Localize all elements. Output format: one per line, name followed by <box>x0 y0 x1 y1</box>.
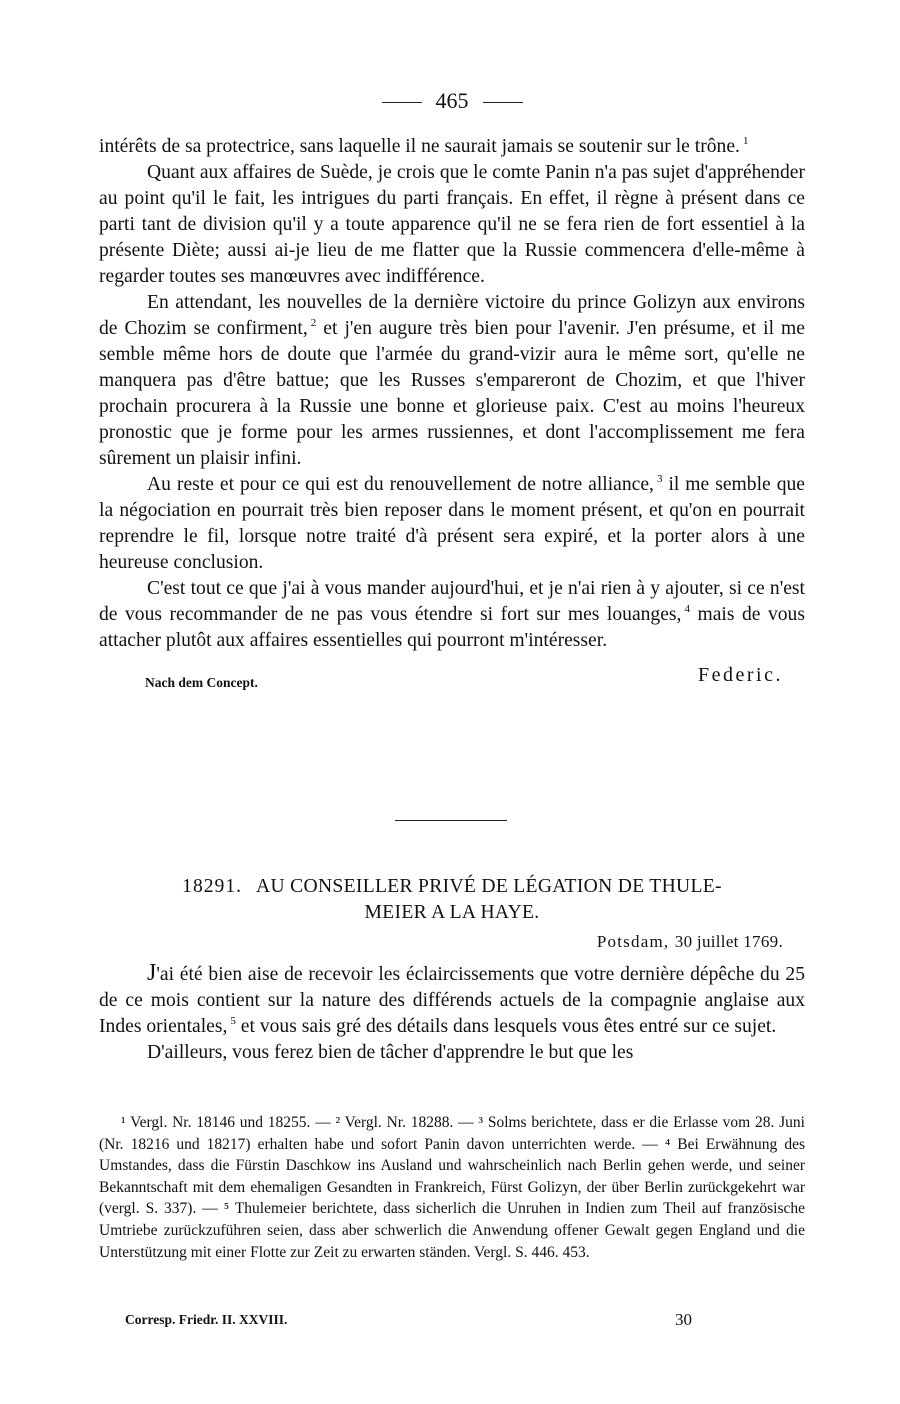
footnote-marker: 2 <box>310 317 317 330</box>
letter-body <box>99 960 805 1066</box>
paragraph-text: et j'en augure très bien pour l'avenir. J'en présume, et il me semble même hors de doute que l'armée du grand-vizir aura le même sort, qu'elle ne manquera pas d'être battue; que les Russes s'empareront de Chozim, et que l'hiver prochain procurera à la Russie une bonne et glorieuse paix. C'est au moins l'heureux pronostic que je forme pour les armes russiennes, et dont l'accomplissement me fera sûrement un plaisir infini. <box>99 318 805 469</box>
paragraph <box>99 472 805 576</box>
paragraph <box>99 160 805 290</box>
page-header <box>99 86 805 116</box>
letter-body-continued <box>99 134 805 694</box>
footnote-marker: 1 <box>742 135 749 148</box>
page-footer <box>99 1310 805 1332</box>
footer-signature-mark: Corresp. Friedr. II. XXVIII. <box>125 1312 288 1327</box>
paragraph <box>99 1040 805 1066</box>
paragraph-text: intérêts de sa protectrice, sans laquelle il ne saurait jamais se soutenir sur le trône. <box>99 136 740 157</box>
footnotes-text: ¹ Vergl. Nr. 18146 und 18255. — ² Vergl. Nr. 18288. — ³ Solms berichtete, dass er die Erlasse vom 28. Juni (Nr. 18216 und 18217) erhalten habe und sofort Panin davon unterrichten werde. — ⁴ Bei Erwähnung des Umstandes, dass die Fürstin Daschkow ins Ausland und wahrscheinlich nach Berlin gehen werde, und seiner Bekanntschaft mit dem ehemaligen Gesandten in Frankreich, Fürst Golizyn, der über Berlin zurückgekehrt war (vergl. S. 337). — ⁵ Thulemeier berichtete, dass sicherlich die Unruhen in Indien zum Theil auf französische Umtriebe zurückzuführen seien, dass aber schwerlich die Anwendung offener Gewalt gegen England und die Unterstützung mit einer Flotte zur Zeit zu erwarten ständen. Vergl. S. 446. 453. <box>99 1114 805 1261</box>
letter-address-continued: MEIER A LA HAYE. <box>364 902 540 923</box>
paragraph-text: Au reste et pour ce qui est du renouvellement de notre alliance, <box>147 474 654 495</box>
letter-heading-line-2 <box>99 900 805 926</box>
letter-heading-line-1 <box>99 874 805 900</box>
paragraph-text: mais de vous attacher plutôt aux affaires essentielles qui pourront m'intéresser. <box>99 604 805 651</box>
page-number: 465 <box>435 88 469 113</box>
paragraph <box>99 576 805 654</box>
paragraph-text: 'ai été bien aise de recevoir les éclaircissements que votre dernière dépêche du 25 de ce mois contient sur la nature des différends actuels de la compagnie anglaise aux Indes orientales, <box>99 964 805 1037</box>
section-divider <box>395 820 507 821</box>
paragraph-text: Quant aux affaires de Suède, je crois que le comte Panin n'a pas sujet d'appréhender au point qu'il le fait, les intrigues du parti français. En effet, il règne à présent dans ce parti tant de division qu'il y a toute apparence qu'il ne se fera rien de fort essentiel à la présente Diète; aussi ai-je lieu de me flatter que la Russie commencera d'elle-même à regarder toutes ses manœuvres avec indifférence. <box>99 162 805 287</box>
paragraph-text: C'est tout ce que j'ai à vous mander aujourd'hui, et je n'ai rien à y ajouter, si ce n'est de vous recommander de ne pas vous étendre si fort sur mes louanges, <box>99 578 805 625</box>
paragraph <box>99 960 805 1040</box>
letter-number: 18291. <box>182 876 243 897</box>
footnote-marker: 5 <box>230 1015 236 1028</box>
letter-heading <box>99 874 805 926</box>
footer-sheet-number: 30 <box>675 1310 692 1329</box>
header-dash-left <box>382 102 422 103</box>
footnote-marker: 3 <box>656 473 663 486</box>
footnote-marker: 4 <box>684 603 690 616</box>
footnotes <box>99 1112 805 1263</box>
dateline <box>597 932 783 952</box>
signature: Federic. <box>698 664 783 686</box>
paragraph-text: et vous sais gré des détails dans lesquels vous êtes entré sur ce sujet. <box>235 1016 777 1037</box>
paragraph-continuation <box>99 134 805 160</box>
source-note: Nach dem Concept. <box>145 675 258 690</box>
paragraph <box>99 290 805 472</box>
initial-letter: J <box>147 960 157 986</box>
letter-address: AU CONSEILLER PRIVÉ DE LÉGATION DE THULE- <box>256 876 722 897</box>
letter-place: Potsdam, <box>596 932 670 951</box>
letter-date: 30 juillet 1769. <box>674 932 783 951</box>
signature-row <box>99 660 805 694</box>
paragraph-text: D'ailleurs, vous ferez bien de tâcher d'apprendre le but que les <box>147 1042 634 1063</box>
paragraph-text: il me semble que la négociation en pourrait très bien reposer dans le moment présent, et qu'on en pourrait reprendre le fil, lorsque notre traité d'à présent sera expiré, et la porter alors à une heureuse conclusion. <box>99 474 805 573</box>
header-dash-right <box>483 102 523 103</box>
paragraph-text: En attendant, les nouvelles de la dernière victoire du prince Golizyn aux environs de Chozim se confirment, <box>99 292 805 339</box>
